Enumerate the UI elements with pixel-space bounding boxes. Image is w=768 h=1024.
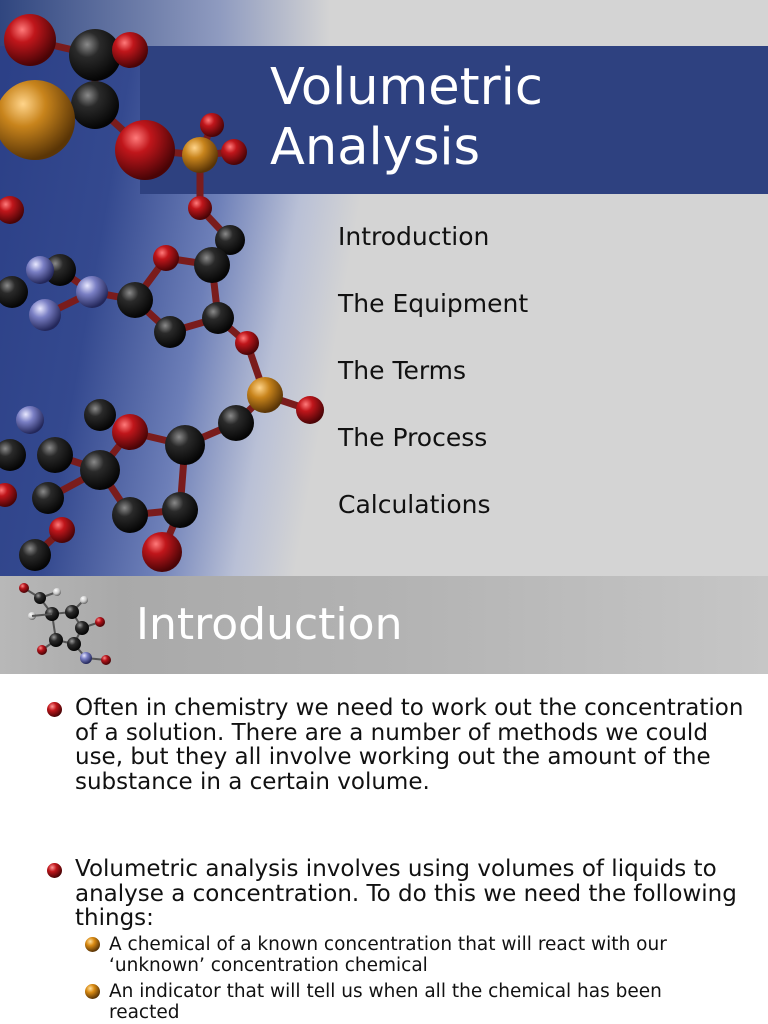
sub-bullet-item xyxy=(84,981,734,1023)
bullet-text: Often in chemistry we need to work out the concentration of a solution. There are a number of methods we could use, but they all involve working out the amount of the substance in a certain volume. xyxy=(75,695,744,795)
sub-bullet-text: A chemical of a known concentration that will react with our ‘unknown’ concentration chemical xyxy=(109,934,667,976)
orange-sphere-bullet-icon xyxy=(84,983,101,1000)
agenda-item-terms: The Terms xyxy=(338,356,467,385)
bullet-text: Volumetric analysis involves using volumes of liquids to analyse a concentration. To do this we need the following things: xyxy=(75,856,737,931)
slide-title: Introduction xyxy=(136,599,403,650)
agenda-item-process: The Process xyxy=(338,423,488,452)
agenda-item-introduction: Introduction xyxy=(338,222,490,251)
orange-sphere-bullet-icon xyxy=(84,936,101,953)
slide-title-line: Analysis xyxy=(270,118,481,177)
slide-title-line: Volumetric xyxy=(270,58,543,117)
sub-bullet-item xyxy=(84,934,734,976)
red-sphere-bullet-icon xyxy=(46,701,63,718)
slide-title xyxy=(270,58,750,178)
agenda-item-calculations: Calculations xyxy=(338,490,491,519)
sub-bullet-text: An indicator that will tell us when all the chemical has been reacted xyxy=(109,981,662,1023)
red-sphere-bullet-icon xyxy=(46,862,63,879)
bullet-item xyxy=(46,696,746,794)
molecule-model-thumbnail xyxy=(12,578,122,672)
introduction-slide xyxy=(0,576,768,1024)
agenda-list xyxy=(338,220,528,555)
bullet-item xyxy=(46,857,746,931)
agenda-item-equipment: The Equipment xyxy=(338,289,529,318)
